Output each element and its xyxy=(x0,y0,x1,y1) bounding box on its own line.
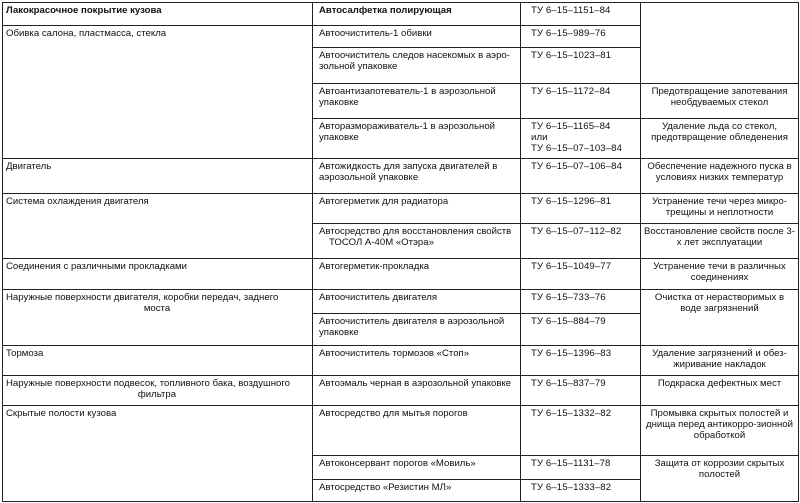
spec-cell: ТУ 6–15–1023–81 xyxy=(521,48,641,84)
product-cell: Автоантизапотеватель-1 в аэрозольной упаковке xyxy=(313,84,521,119)
application-cell: Двигатель xyxy=(3,159,313,194)
purpose-cell: Удаление загрязнений и обез-жиривание накладок xyxy=(641,346,799,376)
product-line1: Автосредство для восстановления свойств xyxy=(319,226,512,237)
purpose-cell: Промывка скрытых полостей и днища перед антикорро-зионной обработкой xyxy=(641,406,799,456)
product-cell: Автожидкость для запуска двигателей в аэрозольной упаковке xyxy=(313,159,521,194)
spec-cell: ТУ 6–15–1332–82 xyxy=(521,406,641,456)
spec-cell: ТУ 6–15–1296–81 xyxy=(521,194,641,224)
purpose-cell: Предотвращение запотевания необдуваемых стекол xyxy=(641,84,799,119)
application-line1: Наружные поверхности подвесок, топливного бака, воздушного xyxy=(6,378,290,389)
table-row xyxy=(3,346,799,376)
application-cell xyxy=(3,290,313,346)
product-cell: Автоочиститель тормозов «Стоп» xyxy=(313,346,521,376)
product-cell: Автоочиститель двигателя в аэрозольной упаковке xyxy=(313,314,521,346)
application-cell: Скрытые полости кузова xyxy=(3,406,313,502)
application-cell xyxy=(3,376,313,406)
purpose-cell: Обеспечение надежного пуска в условиях низких температур xyxy=(641,159,799,194)
application-cell: Лакокрасочное покрытие кузова xyxy=(3,3,313,26)
spec-alt: ТУ 6–15–07–103–84 xyxy=(531,143,623,154)
application-line1: Наружные поверхности двигателя, коробки передач, заднего xyxy=(6,292,279,303)
auto-chemicals-table xyxy=(2,2,799,502)
purpose-cell: Защита от коррозии скрытых полостей xyxy=(641,456,799,502)
product-cell: Автогерметик для радиатора xyxy=(313,194,521,224)
spec-cell: ТУ 6–15–1333–82 xyxy=(521,480,641,502)
product-cell: Автоконсервант порогов «Мовиль» xyxy=(313,456,521,480)
application-cell: Соединения с различными прокладками xyxy=(3,259,313,290)
purpose-cell: Подкраска дефектных мест xyxy=(641,376,799,406)
purpose-cell: Устранение течи в различных соединениях xyxy=(641,259,799,290)
table-row xyxy=(3,259,799,290)
product-cell: Автоочиститель двигателя xyxy=(313,290,521,314)
application-cell: Система охлаждения двигателя xyxy=(3,194,313,259)
product-cell: Автоочиститель следов насекомых в аэро-зольной упаковке xyxy=(313,48,521,84)
spec-cell: ТУ 6–15–07–106–84 xyxy=(521,159,641,194)
application-cell: Обивка салона, пластмасса, стекла xyxy=(3,26,313,159)
application-cell: Тормоза xyxy=(3,346,313,376)
spec-cell: ТУ 6–15–07–112–82 xyxy=(521,224,641,259)
spec-cell: ТУ 6–15–989–76 xyxy=(521,26,641,48)
spec-cell: ТУ 6–15–1172–84 xyxy=(521,84,641,119)
spec-main: ТУ 6–15–1165–84 xyxy=(531,121,611,132)
table-row xyxy=(3,3,799,26)
table-row xyxy=(3,159,799,194)
application-line2: моста xyxy=(143,303,171,314)
application-line2: фильтра xyxy=(137,389,177,400)
spec-cell: ТУ 6–15–1131–78 xyxy=(521,456,641,480)
table-row xyxy=(3,290,799,314)
product-cell: Авторазмораживатель-1 в аэрозольной упаковке xyxy=(313,119,521,159)
product-cell xyxy=(313,224,521,259)
spec-cell xyxy=(521,119,641,159)
table-row xyxy=(3,376,799,406)
purpose-cell xyxy=(641,3,799,84)
spec-cell: ТУ 6–15–837–79 xyxy=(521,376,641,406)
purpose-cell: Восстановление свойств после 3-х лет эксплуатации xyxy=(641,224,799,259)
table-row xyxy=(3,406,799,456)
table-row xyxy=(3,194,799,224)
spec-cell: ТУ 6–15–884–79 xyxy=(521,314,641,346)
product-cell: Автогерметик-прокладка xyxy=(313,259,521,290)
spec-cell: ТУ 6–15–1049–77 xyxy=(521,259,641,290)
purpose-cell: Устранение течи через микро-трещины и неплотности xyxy=(641,194,799,224)
product-cell: Автоэмаль черная в аэрозольной упаковке xyxy=(313,376,521,406)
purpose-cell: Удаление льда со стекол, предотвращение обледенения xyxy=(641,119,799,159)
purpose-cell: Очистка от нерастворимых в воде загрязнений xyxy=(641,290,799,346)
spec-or: или xyxy=(531,132,548,143)
product-cell: Автосредство «Резистин МЛ» xyxy=(313,480,521,502)
spec-cell: ТУ 6–15–1396–83 xyxy=(521,346,641,376)
spec-cell: ТУ 6–15–733–76 xyxy=(521,290,641,314)
product-cell: Автосредство для мытья порогов xyxy=(313,406,521,456)
product-line2: ТОСОЛ А-40М «Отэра» xyxy=(329,237,434,248)
spec-cell: ТУ 6–15–1151–84 xyxy=(521,3,641,26)
product-cell: Автосалфетка полирующая xyxy=(313,3,521,26)
product-cell: Автоочиститель-1 обивки xyxy=(313,26,521,48)
